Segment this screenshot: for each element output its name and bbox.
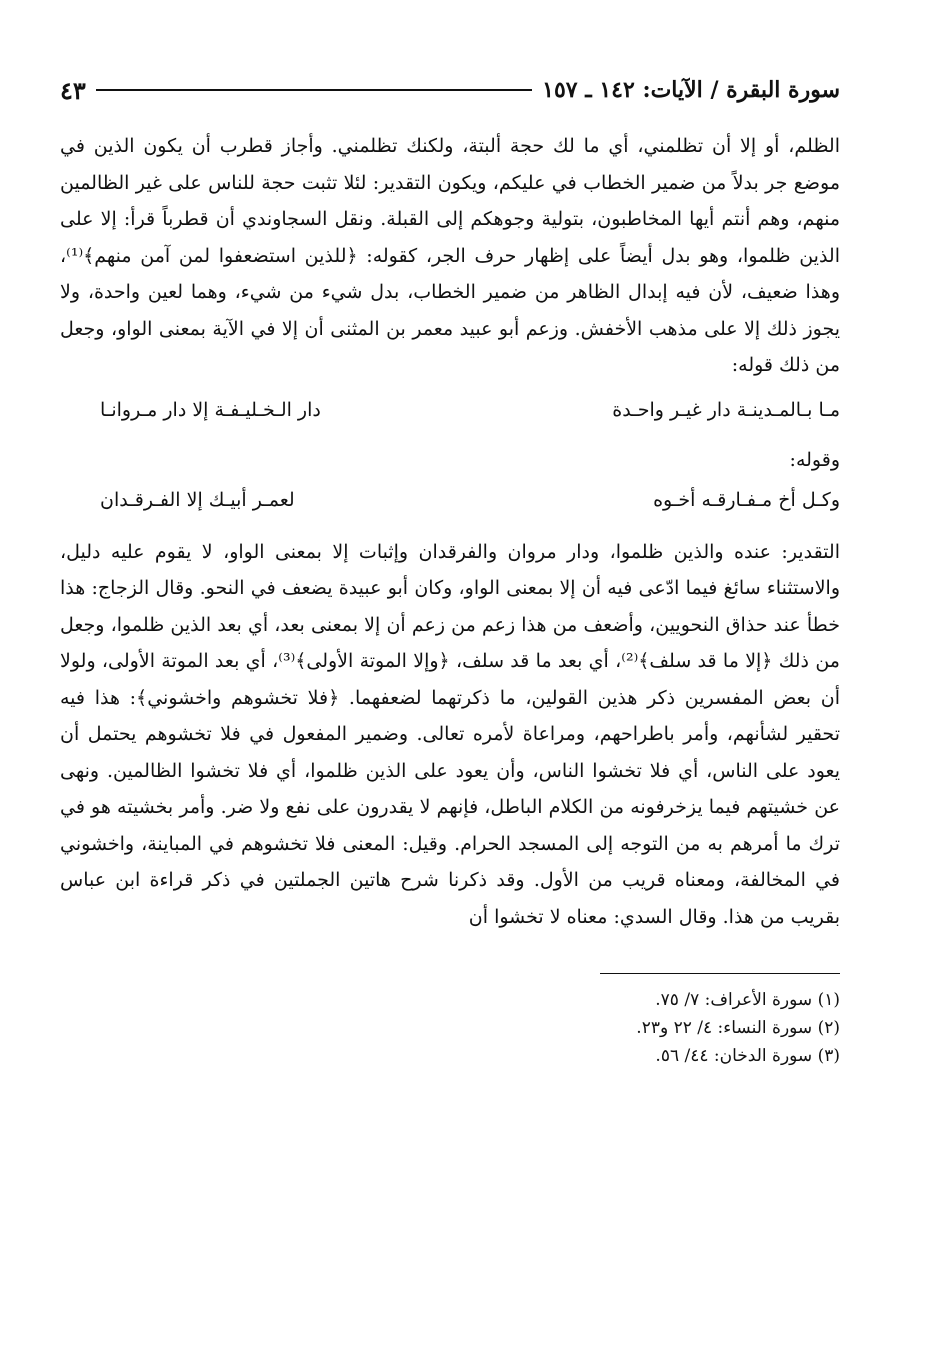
book-page (60, 70, 840, 1310)
verse-2-lead: وقوله: (789, 448, 840, 471)
body-text (60, 128, 840, 935)
poetry-verse-2 (60, 482, 840, 518)
verse-2-second-hemistich: لعمـر أبيـك إلا الفـرقـدان (100, 488, 295, 511)
verse-1-second-hemistich: دار الـخـليـفـة إلا دار مـروانـا (100, 398, 321, 421)
footnote-rule (600, 973, 840, 974)
verse-2-first-hemistich: وكـل أخ مـفـارقـه أخـوه (653, 488, 840, 511)
footnotes (60, 986, 840, 1070)
verse-1-first-hemistich: مـا بـالمـدينـة دار غيـر واحـدة (612, 398, 840, 421)
footnote-3: (٣) سورة الدخان: ٤٤/ ٥٦. (655, 1046, 840, 1066)
running-header (60, 70, 840, 110)
header-rule (96, 89, 532, 91)
footnote-1: (١) سورة الأعراف: ٧/ ٧٥. (655, 990, 840, 1010)
poetry-verse-1 (60, 392, 840, 428)
paragraph-1: الظلم، أو إلا أن تظلمني، أي ما لك حجة ألبتة، ولكنك تظلمني. وأجاز قطرب أن يكون الذين في موضع جر بدلاً من ضمير الخطاب في عليكم، ويكون التقدير: لئلا تثبت حجة للناس على غير الظالمين منهم، وهم أنتم أيها المخاطبون، بتولية وجوهكم إلى القبلة. ونقل السجاوندي أن قطرباً قرأ: إلا على الذين ظلموا، وهو بدل أيضاً على إظهار حرف الجر، كقوله: ﴿للذين استضعفوا لمن آمن منهم﴾⁽¹⁾، وهذا ضعيف، لأن فيه إبدال الظاهر من ضمير الخطاب، بدل شيء من شيء، وهما لعين واحدة، ولا يجوز ذلك إلا على مذهب الأخفش. وزعم أبو عبيد معمر بن المثنى أن إلا في الآية بمعنى الواو، وجعل من ذلك قوله: (60, 135, 841, 376)
page-number: ٤٣ (60, 75, 86, 105)
running-title: سورة البقرة / الآيات: ١٤٢ ـ ١٥٧ (542, 77, 840, 103)
footnote-2: (٢) سورة النساء: ٤/ ٢٢ و٢٣. (636, 1018, 840, 1038)
paragraph-2: التقدير: عنده والذين ظلموا، ودار مروان والفرقدان وإثبات إلا بمعنى الواو، لا يقوم عليه دليل، والاستثناء سائغ فيما ادّعى فيه أن إلا بمعنى الواو، وكان أبو عبيدة يضعف في النحو. وقال الزجاج: هذا خطأ عند حذاق النحويين، وأضعف من هذا زعم من زعم أن إلا بمعنى بعد، أي بعد الذين ظلموا، وجعل من ذلك ﴿إلا ما قد سلف﴾⁽²⁾، أي بعد ما قد سلف، ﴿وإلا الموتة الأولى﴾⁽³⁾، أي بعد الموتة الأولى، ولولا أن بعض المفسرين ذكر هذين القولين، ما ذكرتهما لضعفهما. ﴿فلا تخشوهم واخشوني﴾: هذا فيه تحقير لشأنهم، وأمر باطراحهم، ومراعاة لأمره تعالى. وضمير المفعول في فلا تخشوهم يحتمل أن يعود على الناس، أي فلا تخشوا الناس، وأن يعود على الذين ظلموا، أي فلا تخشوا الظالمين. ونهى عن خشيتهم فيما يزخرفونه من الكلام الباطل، فإنهم لا يقدرون على نفع ولا ضر. وأمر بخشيته هو في ترك ما أمرهم به من التوجه إلى المسجد الحرام. وقيل: المعنى فلا تخشوهم في المباينة، واخشوني في المخالفة، ومعناه قريب من الأول. وقد ذكرنا شرح هاتين الجملتين في ذكر قراءة ابن عباس بقريب من هذا. وقال السدي: معناه لا تخشوا أن (60, 540, 840, 928)
